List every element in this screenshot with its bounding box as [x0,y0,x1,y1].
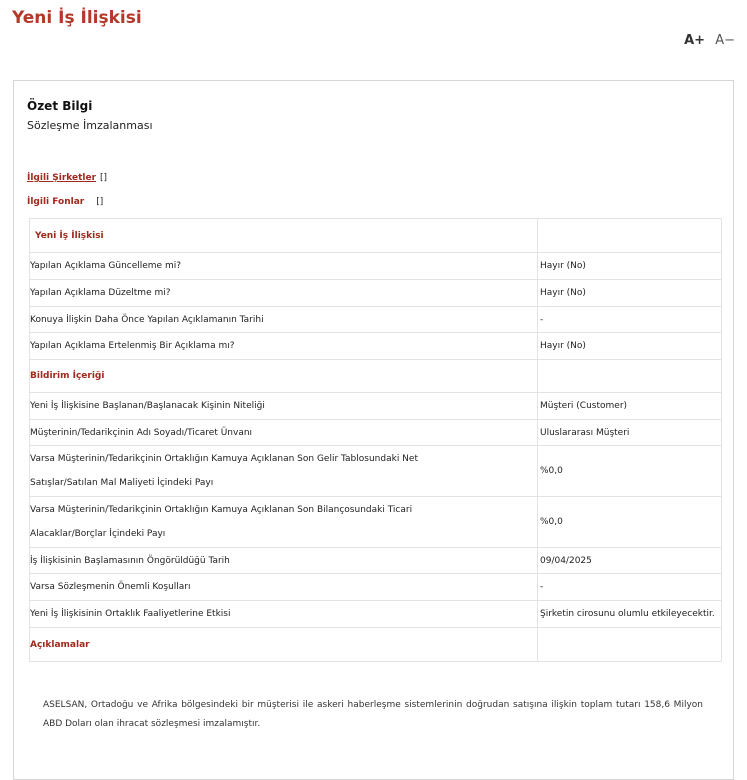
row-value: Hayır (No) [538,333,722,360]
row-label: Varsa Müşterinin/Tedarikçinin Ortaklığın Kamuya Açıklanan Son Gelir Tablosundaki Net Satışlar/Satılan Mal Maliyeti İçindeki Payı [30,446,538,497]
row-label: Varsa Sözleşmenin Önemli Koşulları [30,574,538,601]
info-table [29,218,722,662]
font-decrease-button[interactable]: A− [715,33,735,48]
related-companies-value: [] [100,173,108,183]
related-funds-label[interactable]: İlgili Fonlar [27,197,85,207]
section-row [30,628,722,662]
related-funds [27,197,103,207]
row-label: Varsa Müşterinin/Tedarikçinin Ortaklığın Kamuya Açıklanan Son Bilançosundaki Ticari Alacaklar/Borçlar İçindeki Payı [30,497,538,548]
row-value: %0,0 [538,446,722,497]
section-row [30,219,722,253]
section-row [30,360,722,393]
row-label: İş İlişkisinin Başlamasının Öngörüldüğü Tarih [30,548,538,574]
row-label: Konuya İlişkin Daha Önce Yapılan Açıklamanın Tarihi [30,307,538,333]
row-label: Yapılan Açıklama Ertelenmiş Bir Açıklama mı? [30,333,538,360]
row-value: %0,0 [538,497,722,548]
disclosure-panel [13,80,734,780]
section-heading-explanations: Açıklamalar [30,628,538,662]
row-value: - [538,307,722,333]
page-title: Yeni İş İlişkisi [12,8,142,28]
row-label: Yapılan Açıklama Güncelleme mi? [30,253,538,280]
summary-title: Özet Bilgi [27,99,93,113]
row-label: Yeni İş İlişkisine Başlanan/Başlanacak Kişinin Niteliği [30,393,538,420]
table-row [30,420,722,446]
table-row [30,446,722,497]
row-value: Uluslararası Müşteri [538,420,722,446]
related-funds-value: [] [96,197,104,207]
summary-subtitle: Sözleşme İmzalanması [27,119,153,132]
font-increase-button[interactable]: A+ [684,33,706,48]
row-value: Hayır (No) [538,253,722,280]
table-row [30,280,722,307]
table-row [30,497,722,548]
table-row [30,601,722,628]
table-row [30,548,722,574]
row-label: Müşterinin/Tedarikçinin Adı Soyadı/Ticaret Ünvanı [30,420,538,446]
font-size-controls [678,33,735,48]
section-heading-notification: Bildirim İçeriği [30,360,538,393]
row-value: Şirketin cirosunu olumlu etkileyecektir. [538,601,722,628]
related-companies [27,173,107,183]
table-row [30,307,722,333]
table-row [30,253,722,280]
row-label: Yeni İş İlişkisinin Ortaklık Faaliyetlerine Etkisi [30,601,538,628]
table-row [30,333,722,360]
row-value: - [538,574,722,601]
table-row [30,574,722,601]
row-value: 09/04/2025 [538,548,722,574]
table-row [30,393,722,420]
related-companies-label[interactable]: İlgili Şirketler [27,173,97,183]
row-value: Müşteri (Customer) [538,393,722,420]
explanation-text: ASELSAN, Ortadoğu ve Afrika bölgesindeki bir müşterisi ile askeri haberleşme sistemlerinin doğrudan satışına ilişkin toplam tutarı 158,6 Milyon ABD Doları olan ihracat sözleşmesi imzalamıştır. [43,700,703,729]
section-heading-new-business: Yeni İş İlişkisi [30,219,538,253]
row-label: Yapılan Açıklama Düzeltme mi? [30,280,538,307]
row-value: Hayır (No) [538,280,722,307]
